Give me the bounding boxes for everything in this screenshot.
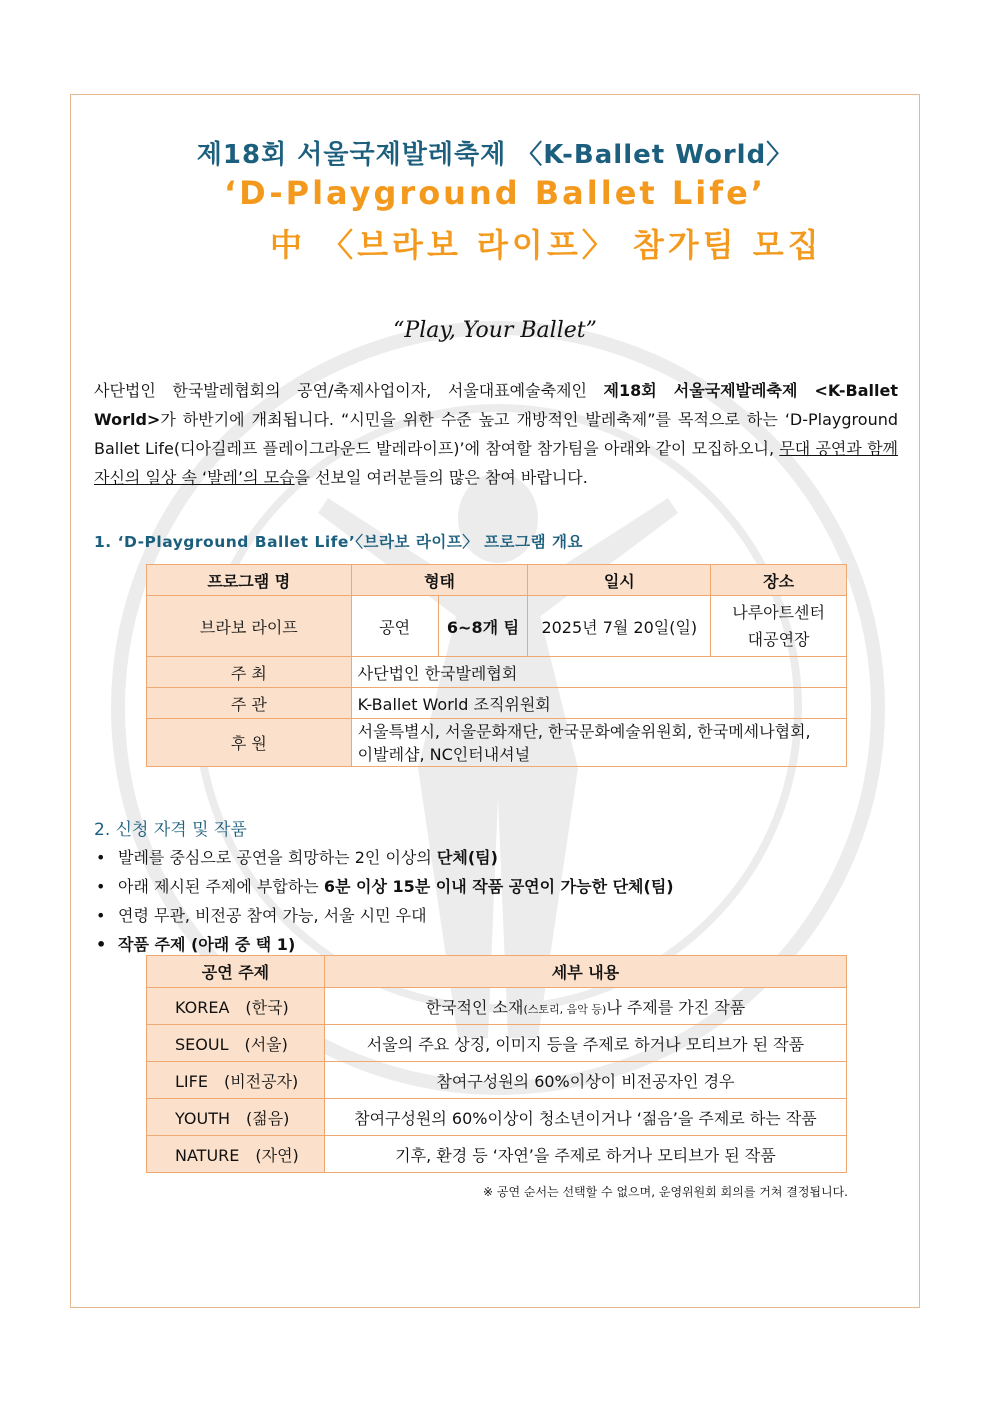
col-date: 일시	[528, 565, 711, 596]
col-detail: 세부 내용	[324, 956, 846, 988]
col-form: 형태	[351, 565, 528, 596]
teams-cell: 6~8개 팀	[438, 596, 528, 657]
theme-name: SEOUL (서울)	[147, 1025, 325, 1062]
venue-cell	[711, 596, 847, 657]
venue-line-2: 대공연장	[747, 630, 810, 649]
table-row	[147, 1099, 847, 1136]
theme-name: NATURE (자연)	[147, 1136, 325, 1173]
slogan: “Play, Your Ballet”	[393, 318, 597, 343]
theme-desc-small: (스토리, 음악 등)	[523, 1002, 607, 1016]
table-row	[147, 1025, 847, 1062]
sponsor-label: 후 원	[147, 719, 352, 767]
table-row	[147, 988, 847, 1025]
sponsor-line-1: 서울특별시, 서울문화재단, 한국문화예술위원회, 한국메세나협회,	[357, 721, 811, 741]
form-cell: 공연	[351, 596, 438, 657]
intro-text-3: 에 참여할 참가팀을 아래와 같이 모집하오니,	[464, 439, 780, 458]
intro-text-4: 을 선보일 여러분들의 많은 참여 바랍니다.	[294, 468, 588, 487]
table-row	[147, 1062, 847, 1099]
venue-line-1: 나루아트센터	[732, 603, 825, 622]
bullet-1-text: 발레를 중심으로 공연을 희망하는 2인 이상의	[118, 848, 437, 867]
sponsor-line-2: 이발레샵, NC인터내셔널	[357, 744, 531, 764]
table-row	[147, 1136, 847, 1173]
bullet-1-bold: 단체(팀)	[436, 848, 498, 867]
bullet-icon: •	[96, 935, 107, 954]
intro-underlined-text: 무대 공연과 함께 자신의 일상 속 ‘발레’의 모습	[94, 439, 898, 487]
theme-desc-b: 나 주제를 가진 작품	[606, 997, 746, 1017]
bullet-4-text: 작품 주제 (아래 중 택 1)	[118, 935, 296, 954]
col-venue: 장소	[711, 565, 847, 596]
host-label: 주 최	[147, 657, 352, 688]
list-item	[94, 872, 898, 901]
intro-program-name: ‘D-Playground Ballet Life(디아길레프 플레이그라운드 발레라이프)’	[94, 410, 898, 458]
title-line-1: 제18회 서울국제발레축제 〈K-Ballet World〉	[196, 140, 794, 170]
program-name-cell: 브라보 라이프	[147, 596, 352, 657]
theme-desc: 서울의 주요 상징, 이미지 등을 주제로 하거나 모티브가 된 작품	[324, 1025, 846, 1062]
bullet-icon: •	[96, 906, 106, 925]
intro-text-2: 가 하반기에 개최됩니다. “시민을 위한 수준 높고 개방적인 발레축제”를 목적으로 하는	[160, 410, 785, 429]
bullet-2-text: 아래 제시된 주제에 부합하는	[118, 877, 324, 896]
theme-desc-a: 한국적인 소재	[425, 997, 524, 1017]
organizer-label: 주 관	[147, 688, 352, 719]
bullet-2-bold: 6분 이상 15분 이내 작품 공연이 가능한 단체(팀)	[323, 877, 674, 896]
footnote: ※ 공연 순서는 선택할 수 없으며, 운영위원회 회의를 거쳐 결정됩니다.	[483, 1185, 848, 1199]
theme-name: KOREA (한국)	[147, 988, 325, 1025]
host-value: 사단법인 한국발레협회	[351, 657, 846, 688]
program-overview-table	[146, 564, 847, 767]
title-line-3: 中 〈브라보 라이프〉 참가팀 모집	[270, 226, 823, 264]
theme-desc: 기후, 환경 등 ‘자연’을 주제로 하거나 모티브가 된 작품	[324, 1136, 846, 1173]
bullet-icon: •	[96, 877, 106, 896]
col-theme: 공연 주제	[147, 956, 325, 988]
bullet-3-text: 연령 무관, 비전공 참여 가능, 서울 시민 우대	[118, 906, 427, 925]
section-2-heading: 2. 신청 자격 및 작품	[94, 820, 247, 840]
eligibility-list	[94, 843, 898, 959]
list-item	[94, 901, 898, 930]
theme-table	[146, 955, 847, 1173]
bullet-icon: •	[96, 848, 106, 867]
col-program-name: 프로그램 명	[147, 565, 352, 596]
section-1-heading: 1. ‘D-Playground Ballet Life’〈브라보 라이프〉 프로그램 개요	[94, 533, 583, 551]
theme-name: LIFE (비전공자)	[147, 1062, 325, 1099]
list-item	[94, 843, 898, 872]
intro-festival-name: 제18회 서울국제발레축제 <K-Ballet World>	[94, 381, 899, 429]
date-cell: 2025년 7월 20일(일)	[528, 596, 711, 657]
theme-name: YOUTH (젊음)	[147, 1099, 325, 1136]
intro-text-1: 사단법인 한국발레협회의 공연/축제사업이자, 서울대표예술축제인	[94, 381, 604, 400]
theme-desc: 참여구성원의 60%이상이 비전공자인 경우	[324, 1062, 846, 1099]
sponsor-value	[351, 719, 846, 767]
intro-paragraph	[94, 376, 898, 492]
organizer-value: K-Ballet World 조직위원회	[351, 688, 846, 719]
theme-desc	[324, 988, 846, 1025]
theme-desc: 참여구성원의 60%이상이 청소년이거나 ‘젊음’을 주제로 하는 작품	[324, 1099, 846, 1136]
title-line-2: ‘D-Playground Ballet Life’	[224, 174, 766, 212]
